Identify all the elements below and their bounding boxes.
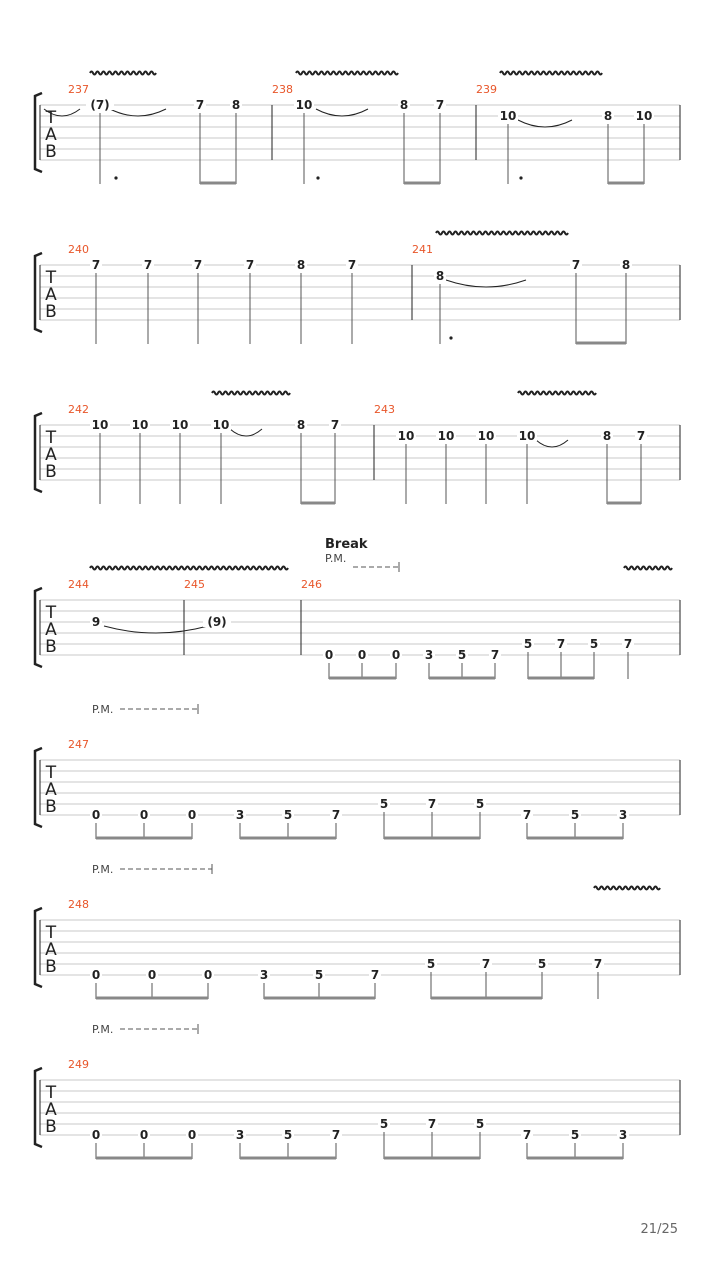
fret-number: 8 (603, 109, 613, 123)
fret-number: 7 (636, 429, 646, 443)
vibrato-mark (436, 232, 568, 235)
fret-number: 5 (537, 957, 547, 971)
fret-number: 5 (523, 637, 533, 651)
fret-number: 7 (91, 258, 101, 272)
fret-number: 0 (187, 1128, 197, 1142)
tab-clef-letter: T (45, 923, 57, 943)
tab-clef-letter: A (45, 445, 57, 465)
fret-number: 8 (399, 98, 409, 112)
fret-number: 7 (435, 98, 445, 112)
fret-number: 10 (518, 429, 536, 443)
measure-number: 245 (184, 578, 205, 591)
fret-number: 3 (235, 808, 245, 822)
vibrato-mark (518, 392, 596, 395)
measure-number: 249 (68, 1058, 89, 1071)
fret-number: 10 (397, 429, 415, 443)
fret-number: 7 (370, 968, 380, 982)
slur (518, 120, 572, 127)
vibrato-mark (594, 887, 660, 890)
duration-dot (114, 176, 117, 179)
fret-number: 7 (331, 1128, 341, 1142)
vibrato-mark (90, 72, 156, 75)
fret-number: 3 (424, 648, 434, 662)
fret-number: 3 (235, 1128, 245, 1142)
tab-clef-letter: B (45, 797, 57, 817)
fret-number: 10 (499, 109, 517, 123)
tab-clef-letter: B (45, 957, 57, 977)
fret-number: 0 (391, 648, 401, 662)
duration-dot (449, 336, 452, 339)
tab-clef-letter: A (45, 285, 57, 305)
fret-number: 5 (379, 1117, 389, 1131)
fret-number: 7 (481, 957, 491, 971)
tab-clef-letter: B (45, 142, 57, 162)
fret-number: 7 (245, 258, 255, 272)
fret-number: 7 (195, 98, 205, 112)
vibrato-mark (296, 72, 398, 75)
tab-clef-letter: A (45, 780, 57, 800)
fret-number: 5 (475, 1117, 485, 1131)
measure-number: 240 (68, 243, 89, 256)
fret-number: 7 (623, 637, 633, 651)
tab-clef-letter: B (45, 302, 57, 322)
fret-number: 7 (347, 258, 357, 272)
fret-number: 7 (522, 808, 532, 822)
tab-clef-letter: T (45, 108, 57, 128)
fret-number: 5 (570, 808, 580, 822)
tab-clef-letter: B (45, 462, 57, 482)
palm-mute-label: P.M. (92, 703, 114, 716)
fret-number: 8 (231, 98, 241, 112)
fret-number: 0 (139, 808, 149, 822)
fret-number: 8 (296, 418, 306, 432)
measure-number: 238 (272, 83, 293, 96)
tab-clef-letter: A (45, 940, 57, 960)
measure-number: 246 (301, 578, 322, 591)
vibrato-mark (500, 72, 602, 75)
fret-number: 7 (143, 258, 153, 272)
fret-number: 0 (91, 1128, 101, 1142)
fret-number: 7 (556, 637, 566, 651)
slur (230, 429, 262, 436)
slur (536, 440, 568, 447)
fret-number: 7 (427, 1117, 437, 1131)
fret-number: 0 (203, 968, 213, 982)
tab-clef-letter: A (45, 620, 57, 640)
measure-number: 243 (374, 403, 395, 416)
fret-number: 0 (91, 968, 101, 982)
slur (446, 280, 526, 287)
fret-number: 10 (635, 109, 653, 123)
measure-number: 241 (412, 243, 433, 256)
fret-number: 8 (296, 258, 306, 272)
tab-clef-letter: B (45, 1117, 57, 1137)
tab-clef-letter: B (45, 637, 57, 657)
slur (316, 109, 368, 116)
fret-number: 10 (212, 418, 230, 432)
fret-number: 0 (324, 648, 334, 662)
fret-number: 10 (295, 98, 313, 112)
tab-clef-letter: A (45, 1100, 57, 1120)
tab-clef-letter: T (45, 1083, 57, 1103)
tab-clef-letter: T (45, 603, 57, 623)
fret-number: 10 (477, 429, 495, 443)
measure-number: 247 (68, 738, 89, 751)
page-number: 21/25 (640, 1222, 678, 1237)
fret-number: 10 (131, 418, 149, 432)
fret-number: 5 (379, 797, 389, 811)
tab-clef-letter: A (45, 125, 57, 145)
fret-number: 5 (589, 637, 599, 651)
palm-mute-label: P.M. (325, 552, 347, 565)
tab-clef-letter: T (45, 268, 57, 288)
measure-number: 242 (68, 403, 89, 416)
fret-number: 10 (91, 418, 109, 432)
palm-mute-label: P.M. (92, 863, 114, 876)
fret-number: 8 (602, 429, 612, 443)
fret-number: 5 (457, 648, 467, 662)
fret-number: 10 (171, 418, 189, 432)
fret-number: 0 (357, 648, 367, 662)
tab-clef-letter: T (45, 428, 57, 448)
slur (110, 109, 166, 116)
measure-number: 248 (68, 898, 89, 911)
vibrato-mark (212, 392, 290, 395)
fret-number: 5 (426, 957, 436, 971)
fret-number: (9) (207, 615, 227, 629)
fret-number: 8 (435, 269, 445, 283)
section-label-break: Break (325, 537, 368, 552)
fret-number: 3 (259, 968, 269, 982)
fret-number: 5 (570, 1128, 580, 1142)
fret-number: 9 (91, 615, 101, 629)
fret-number: 7 (522, 1128, 532, 1142)
fret-number: 7 (571, 258, 581, 272)
fret-number: 7 (330, 418, 340, 432)
fret-number: 5 (314, 968, 324, 982)
fret-number: 7 (193, 258, 203, 272)
fret-number: 0 (139, 1128, 149, 1142)
fret-number: 5 (475, 797, 485, 811)
slur (104, 626, 208, 633)
fret-number: (7) (90, 98, 110, 112)
fret-number: 3 (618, 1128, 628, 1142)
fret-number: 8 (621, 258, 631, 272)
vibrato-mark (624, 567, 672, 570)
fret-number: 3 (618, 808, 628, 822)
fret-number: 5 (283, 808, 293, 822)
duration-dot (519, 176, 522, 179)
fret-number: 7 (593, 957, 603, 971)
measure-number: 237 (68, 83, 89, 96)
tab-clef-letter: T (45, 763, 57, 783)
measure-number: 244 (68, 578, 89, 591)
fret-number: 7 (427, 797, 437, 811)
fret-number: 7 (490, 648, 500, 662)
fret-number: 0 (187, 808, 197, 822)
measure-number: 239 (476, 83, 497, 96)
duration-dot (316, 176, 319, 179)
fret-number: 0 (147, 968, 157, 982)
fret-number: 5 (283, 1128, 293, 1142)
palm-mute-label: P.M. (92, 1023, 114, 1036)
fret-number: 7 (331, 808, 341, 822)
fret-number: 10 (437, 429, 455, 443)
fret-number: 0 (91, 808, 101, 822)
vibrato-mark (90, 567, 288, 570)
